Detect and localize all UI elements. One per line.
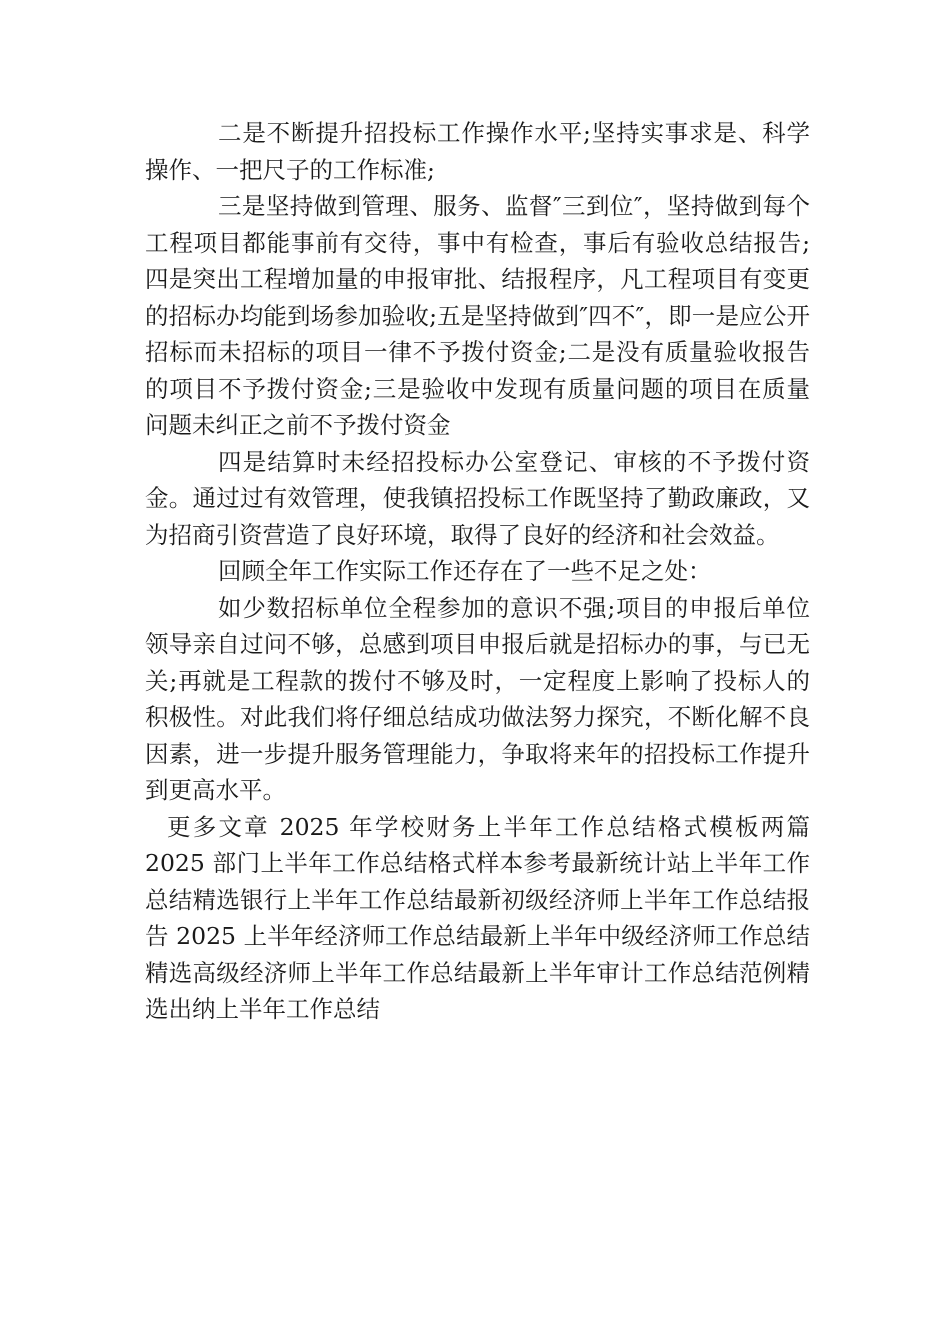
- document-body: [145, 115, 810, 1028]
- paragraph-settlement: 四是结算时未经招投标办公室登记、审核的不予拨付资金。通过过有效管理，使我镇招投标工作既坚持了勤政廉政，又为招商引资营造了良好环境，取得了良好的经济和社会效益。: [145, 447, 810, 549]
- related-articles[interactable]: 更多文章 2025 年学校财务上半年工作总结格式模板两篇 2025 部门上半年工作总结格式样本参考最新统计站上半年工作总结精选银行上半年工作总结最新初级经济师上半年工作总结报告 2025 上半年经济师工作总结最新上半年中级经济师工作总结精选高级经济师上半年工作总结最新上半年审计工作总结范例精选出纳上半年工作总结: [145, 812, 810, 1023]
- paragraph-three-in-place: 三是坚持做到管理、服务、监督″三到位″，坚持做到每个工程项目都能事前有交待，事中有检查，事后有验收总结报告;四是突出工程增加量的申报审批、结报程序，凡工程项目有变更的招标办均能到场参加验收;五是坚持做到″四不″，即一是应公开招标而未招标的项目一律不予拨付资金;二是没有质量验收报告的项目不予拨付资金;三是验收中发现有质量问题的项目在质量问题未纠正之前不予拨付资金: [145, 192, 810, 439]
- paragraph-procedure-standard: 二是不断提升招投标工作操作水平;坚持实事求是、科学操作、一把尺子的工作标准;: [145, 119, 810, 184]
- paragraph-review-heading: 回顾全年工作实际工作还存在了一些不足之处：: [218, 557, 712, 585]
- paragraph-shortcomings: 如少数招标单位全程参加的意识不强;项目的申报后单位领导亲自过问不够，总感到项目申报后就是招标办的事，与已无关;再就是工程款的拨付不够及时，一定程度上影响了投标人的积极性。对此我们将仔细总结成功做法努力探究，不断化解不良因素，进一步提升服务管理能力，争取将来年的招投标工作提升到更高水平。: [145, 593, 810, 804]
